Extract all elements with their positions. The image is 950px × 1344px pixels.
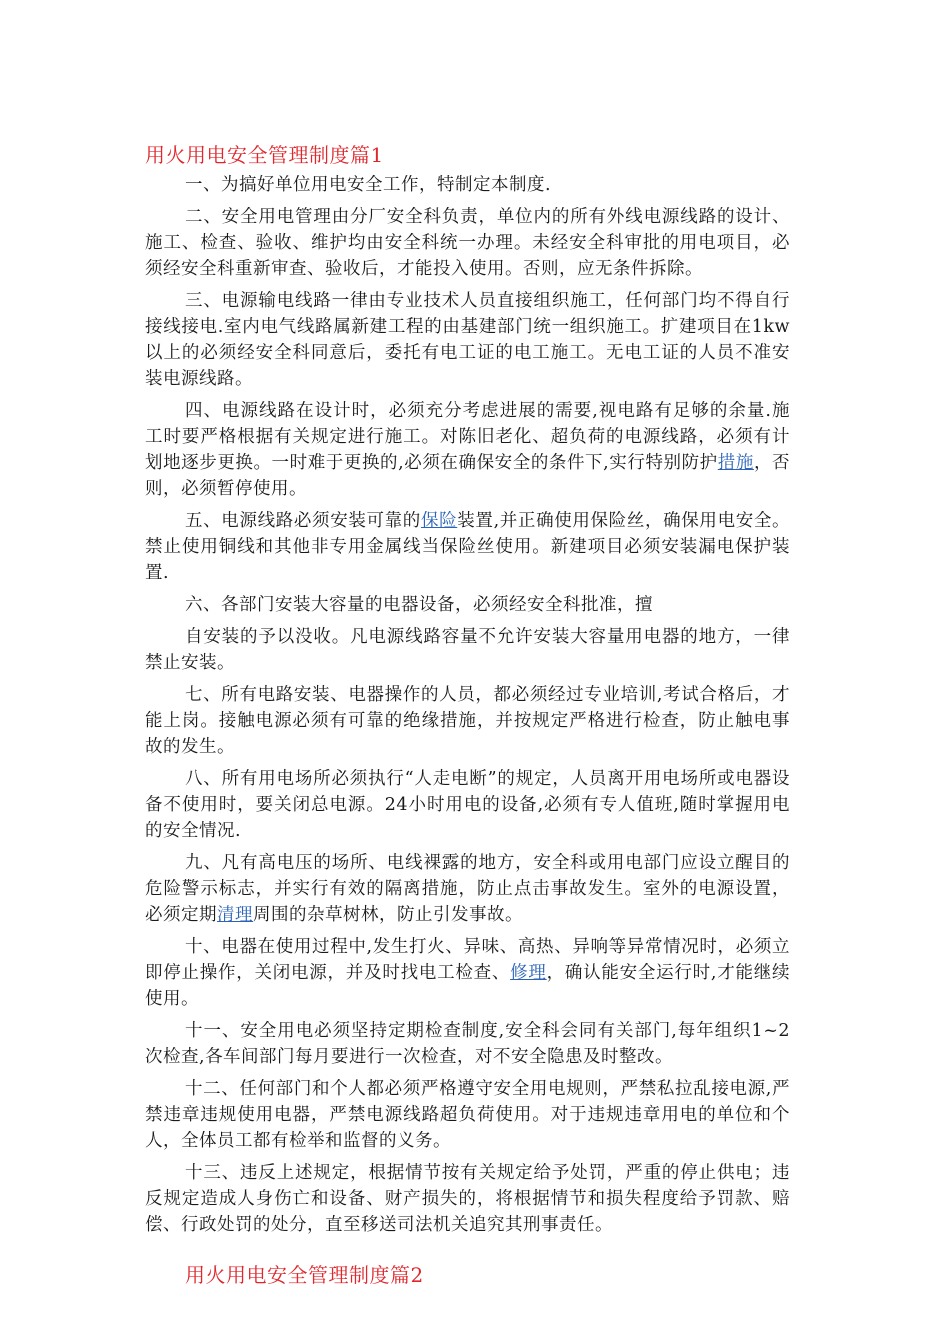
paragraph — [145, 1018, 790, 1070]
section-title-2: 用火用电安全管理制度篇2 — [185, 1263, 424, 1287]
paragraph — [145, 172, 790, 198]
paragraph — [145, 766, 790, 844]
inline-link[interactable]: 措施 — [717, 453, 754, 473]
paragraph — [145, 398, 790, 502]
paragraph-text: 装置,并正确使用保险丝，确保用电安全。禁止使用铜线和其他非专用金属线当保险丝使用。新建项目必须安装漏电保护装置. — [145, 511, 791, 583]
paragraph — [145, 592, 790, 618]
paragraph-text: 周围的杂草树林，防止引发事故。 — [253, 905, 523, 925]
paragraph — [145, 508, 790, 586]
inline-link[interactable]: 清理 — [217, 905, 253, 925]
paragraph — [145, 850, 790, 928]
paragraph-text: 一、为搞好单位用电安全工作，特制定本制度. — [185, 175, 552, 195]
paragraph-text: ，确认能安全运行时,才能继续使用。 — [145, 963, 791, 1009]
paragraph — [145, 1160, 790, 1238]
paragraph-text: 九、凡有高电压的场所、电线裸露的地方，安全科或用电部门应设立醒目的危险警示标志，并实行有效的隔离措施，防止点击事故发生。室外的电源设置，必须定期 — [145, 853, 790, 925]
paragraph-text: ，否则，必须暂停使用。 — [145, 453, 791, 499]
section-title-1: 用火用电安全管理制度篇1 — [145, 143, 384, 167]
paragraph-text: 五、电源线路必须安装可靠的 — [185, 511, 421, 531]
paragraph-text: 六、各部门安装大容量的电器设备，必须经安全科批准，擅 — [185, 595, 653, 615]
paragraph-text: 四、电源线路在设计时，必须充分考虑进展的需要,视电路有足够的余量.施工时要严格根据有关规定进行施工。对陈旧老化、超负荷的电源线路，必须有计划地逐步更换。一时难于更换的,必须在确保安全的条件下,实行特别防护 — [145, 401, 790, 473]
paragraph-text: 八、所有用电场所必须执行“人走电断”的规定，人员离开用电场所或电器设备不使用时，要关闭总电源。24小时用电的设备,必须有专人值班,随时掌握用电的安全情况. — [145, 769, 790, 841]
paragraph-text: 七、所有电路安装、电器操作的人员，都必须经过专业培训,考试合格后，才能上岗。接触电源必须有可靠的绝缘措施，并按规定严格进行检查，防止触电事故的发生。 — [145, 685, 790, 757]
paragraph-text: 十二、任何部门和个人都必须严格遵守安全用电规则，严禁私拉乱接电源,严禁违章违规使用电器，严禁电源线路超负荷使用。对于违规违章用电的单位和个人，全体员工都有检举和监督的义务。 — [145, 1079, 790, 1151]
paragraph — [145, 624, 790, 676]
paragraph-text: 十三、违反上述规定，根据情节按有关规定给予处罚，严重的停止供电；违反规定造成人身伤亡和设备、财产损失的，将根据情节和损失程度给予罚款、赔偿、行政处罚的处分，直至移送司法机关追究其刑事责任。 — [145, 1163, 790, 1235]
paragraph — [145, 204, 790, 282]
paragraph-text: 三、电源输电线路一律由专业技术人员直接组织施工，任何部门均不得自行接线接电.室内电气线路属新建工程的由基建部门统一组织施工。扩建项目在1kw以上的必须经安全科同意后，委托有电工证的电工施工。无电工证的人员不准安装电源线路。 — [145, 291, 790, 389]
paragraph-text: 十一、安全用电必须坚持定期检查制度,安全科会同有关部门,每年组织1~2次检查,各车间部门每月要进行一次检查，对不安全隐患及时整改。 — [145, 1021, 790, 1067]
paragraph-text: 自安装的予以没收。凡电源线路容量不允许安装大容量用电器的地方，一律禁止安装。 — [145, 627, 790, 673]
paragraph — [145, 682, 790, 760]
paragraph-text: 二、安全用电管理由分厂安全科负责，单位内的所有外线电源线路的设计、施工、检查、验收、维护均由安全科统一办理。未经安全科审批的用电项目，必须经安全科重新审查、验收后，才能投入使用。否则，应无条件拆除。 — [145, 207, 790, 279]
paragraph-text: 十、电器在使用过程中,发生打火、异味、高热、异响等异常情况时，必须立即停止操作，关闭电源，并及时找电工检查、 — [145, 937, 790, 983]
paragraph — [145, 934, 790, 1012]
inline-link[interactable]: 修理 — [510, 963, 547, 983]
document-page — [145, 140, 790, 1292]
inline-link[interactable]: 保险 — [420, 511, 458, 531]
paragraph — [145, 288, 790, 392]
section-body-1 — [145, 172, 790, 1238]
paragraph — [145, 1076, 790, 1154]
